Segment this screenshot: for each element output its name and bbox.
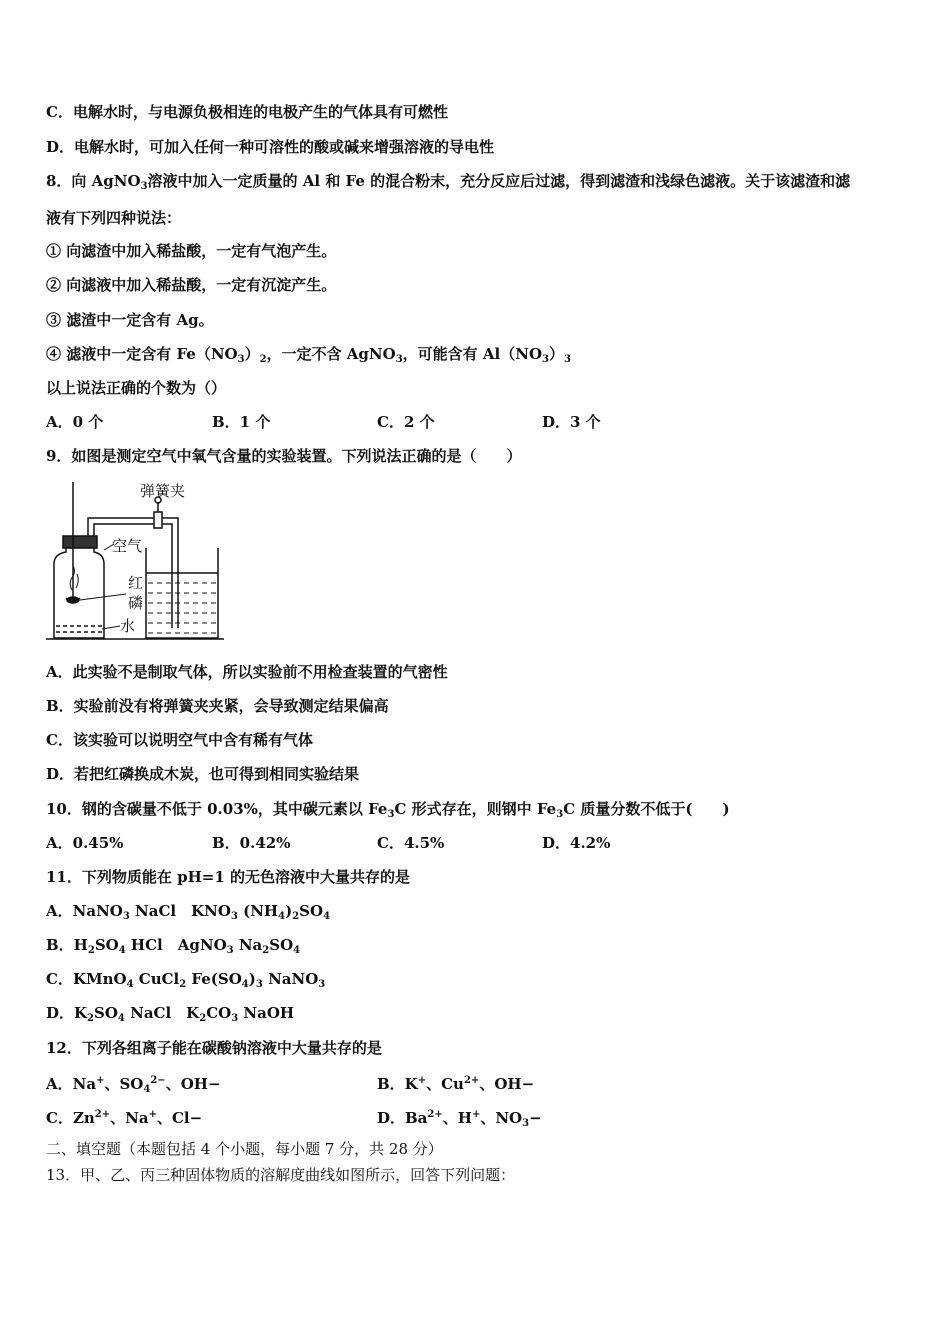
- q12-option-c: C．$Zn^{2+}$、Na+、Cl−: [46, 1109, 203, 1127]
- label-red: 红: [128, 574, 144, 592]
- q11-option-d: D．$K_2SO_4$ NaCl $K_2CO_3$ NaOH: [46, 1004, 295, 1024]
- q12-stem: 12．下列各组离子能在碳酸钠溶液中大量共存的是: [46, 1039, 382, 1057]
- q8-statement-4: ④ 滤液中一定含有 $Fe(NO_3)_2$，一定不含 AgNO$_3$，可能含有 $Al(NO_3)_3$: [46, 345, 571, 365]
- q10-option-d: D．4.2%: [542, 834, 611, 852]
- q8-option-d: D．3 个: [542, 413, 601, 431]
- q8-stem-line2: 液有下列四种说法：: [46, 209, 182, 227]
- q9-option-c: C．该实验可以说明空气中含有稀有气体: [46, 731, 313, 749]
- q11-stem: 11．下列物质能在 pH=1 的无色溶液中大量共存的是: [46, 868, 410, 886]
- label-phosphorus: 磷: [128, 594, 144, 612]
- q10-option-b: B．0.42%: [212, 834, 291, 852]
- q9-option-d: D．若把红磷换成木炭，也可得到相同实验结果: [46, 765, 360, 783]
- q13-stem: 13．甲、乙、丙三种固体物质的溶解度曲线如图所示，回答下列问题：: [46, 1166, 516, 1184]
- q8-ask: 以上说法正确的个数为（）: [46, 379, 227, 397]
- q10-option-a: A．0.45%: [46, 834, 124, 852]
- q8-stem: 8．向 AgNO$_3$溶液中加入一定质量的 Al 和 Fe 的混合粉末，充分反应后过滤，得到滤渣和浅绿色滤液。关于该滤渣和滤: [46, 172, 851, 192]
- q9-option-a: A．此实验不是制取气体，所以实验前不用检查装置的气密性: [46, 663, 448, 681]
- q8-option-c: C．2 个: [377, 413, 435, 431]
- q12-option-a: A．Na+、$SO_4^{2-}$、OH−: [46, 1075, 221, 1095]
- q12-option-b: B．K+、$Cu^{2+}$、OH−: [377, 1075, 535, 1093]
- q9-stem: 9．如图是测定空气中氧气含量的实验装置。下列说法正确的是（ ）: [46, 447, 522, 465]
- q10-stem: 10．钢的含碳量不低于 0.03%，其中碳元素以 $Fe_3C$ 形式存在，则钢中 $Fe_3C$ 质量分数不低于( ): [46, 800, 730, 820]
- q8-option-b: B．1 个: [212, 413, 271, 431]
- label-clip: 弹簧夹: [140, 482, 186, 500]
- label-water: 水: [120, 617, 136, 635]
- q8-statement-3: ③ 滤渣中一定含有 Ag。: [46, 311, 214, 329]
- q9-option-b: B．实验前没有将弹簧夹夹紧，会导致测定结果偏高: [46, 697, 389, 715]
- oxygen-experiment-figure: [46, 478, 226, 643]
- q11-option-c: C．KMnO$_4$ CuCl$_2$ $Fe(SO_4)_3$ NaNO$_3$: [46, 970, 326, 990]
- q8-statement-2: ② 向滤液中加入稀盐酸，一定有沉淀产生。: [46, 276, 337, 294]
- q8-statement-1: ① 向滤渣中加入稀盐酸，一定有气泡产生。: [46, 242, 337, 260]
- section-heading: 二、填空题（本题包括 4 个小题，每小题 7 分，共 28 分）: [46, 1140, 443, 1158]
- q11-option-b: B．$H_2SO_4$ HCl AgNO$_3$ $Na_2SO_4$: [46, 936, 301, 956]
- q7-option-c: C．电解水时，与电源负极相连的电极产生的气体具有可燃性: [46, 103, 448, 121]
- q7-option-d: D．电解水时，可加入任何一种可溶性的酸或碱来增强溶液的导电性: [46, 138, 495, 156]
- q8-option-a: A．0 个: [46, 413, 104, 431]
- q10-option-c: C．4.5%: [377, 834, 445, 852]
- q11-option-a: A．NaNO$_3$ NaCl $KNO_3$ $(NH_4)_2SO_4$: [46, 902, 331, 922]
- label-air: 空气: [112, 537, 143, 555]
- q12-option-d: D．$Ba^{2+}$、H+、$NO_3-$: [377, 1109, 542, 1129]
